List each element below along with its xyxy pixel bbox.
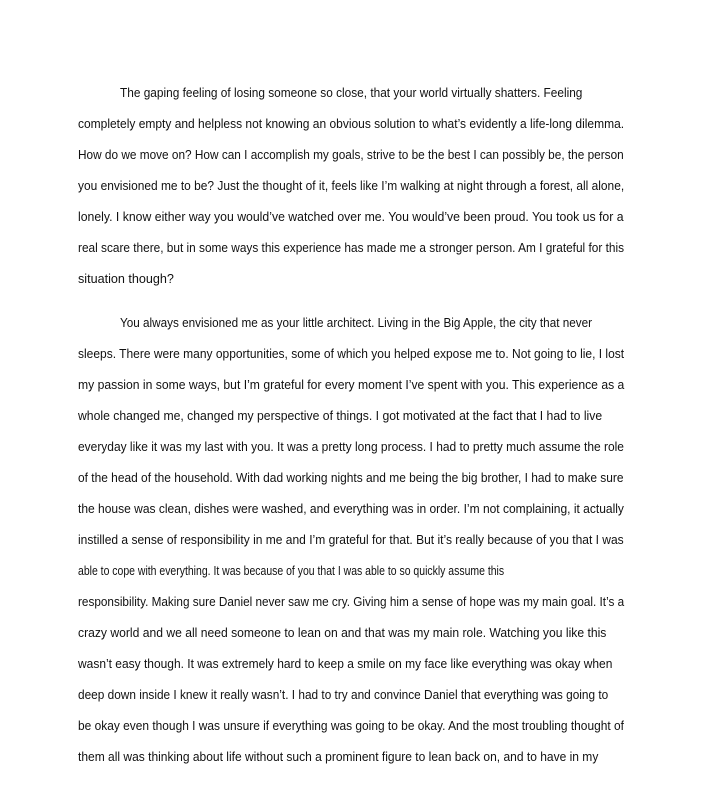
paragraph-1-line-6: real scare there, but in some ways this experience has made me a stronger person. Am I grateful for this	[78, 241, 624, 255]
paragraph-2-line-3: my passion in some ways, but I’m grateful for every moment I’ve spent with you. This experience as a	[78, 378, 625, 392]
paragraph-2-line-12: wasn’t easy though. It was extremely hard to keep a smile on my face like everything was okay when	[78, 657, 613, 671]
paragraph-2-line-6: of the head of the household. With dad working nights and me being the big brother, I had to make sure	[78, 471, 624, 485]
paragraph-2-line-9: able to cope with everything. It was because of you that I was able to so quickly assume this	[78, 564, 505, 578]
paragraph-2-line-4: whole changed me, changed my perspective of things. I got motivated at the fact that I had to live	[78, 409, 603, 423]
paragraph-1-line-1: The gaping feeling of losing someone so close, that your world virtually shatters. Feeling	[120, 86, 583, 100]
paragraph-2-line-14: be okay even though I was unsure if everything was going to be okay. And the most troubling thought of	[78, 719, 624, 733]
paragraph-1-line-4: you envisioned me to be? Just the thought of it, feels like I’m walking at night through a forest, all alone,	[78, 179, 625, 193]
paragraph-1-line-5: lonely. I know either way you would’ve watched over me. You would’ve been proud. You took us for a	[78, 210, 624, 224]
paragraph-2-line-7: the house was clean, dishes were washed, and everything was in order. I’m not complaining, it actually	[78, 502, 624, 516]
paragraph-2-line-2: sleeps. There were many opportunities, some of which you helped expose me to. Not going to lie, I lost	[78, 347, 625, 361]
paragraph-2-line-5: everyday like it was my last with you. It was a pretty long process. I had to pretty much assume the role	[78, 440, 624, 454]
paragraph-2-line-10: responsibility. Making sure Daniel never saw me cry. Giving him a sense of hope was my main goal. It’s a	[78, 595, 625, 609]
paragraph-2-line-1: You always envisioned me as your little architect. Living in the Big Apple, the city that never	[120, 316, 593, 330]
paragraph-1-line-7: situation though?	[78, 272, 174, 286]
paragraph-2-line-8: instilled a sense of responsibility in me and I’m grateful for that. But it’s really because of you that I was	[78, 533, 624, 547]
paragraph-2-line-13: deep down inside I knew it really wasn’t. I had to try and convince Daniel that everything was going to	[78, 688, 609, 702]
paragraph-1-line-3: How do we move on? How can I accomplish my goals, strive to be the best I can possibly be, the person	[78, 148, 624, 162]
paragraph-2-line-15: them all was thinking about life without such a prominent figure to lean back on, and to have in my	[78, 750, 599, 764]
paragraph-1-line-2: completely empty and helpless not knowing an obvious solution to what’s evidently a life-long dilemma.	[78, 117, 625, 131]
paragraph-2-line-11: crazy world and we all need someone to lean on and that was my main role. Watching you like this	[78, 626, 607, 640]
